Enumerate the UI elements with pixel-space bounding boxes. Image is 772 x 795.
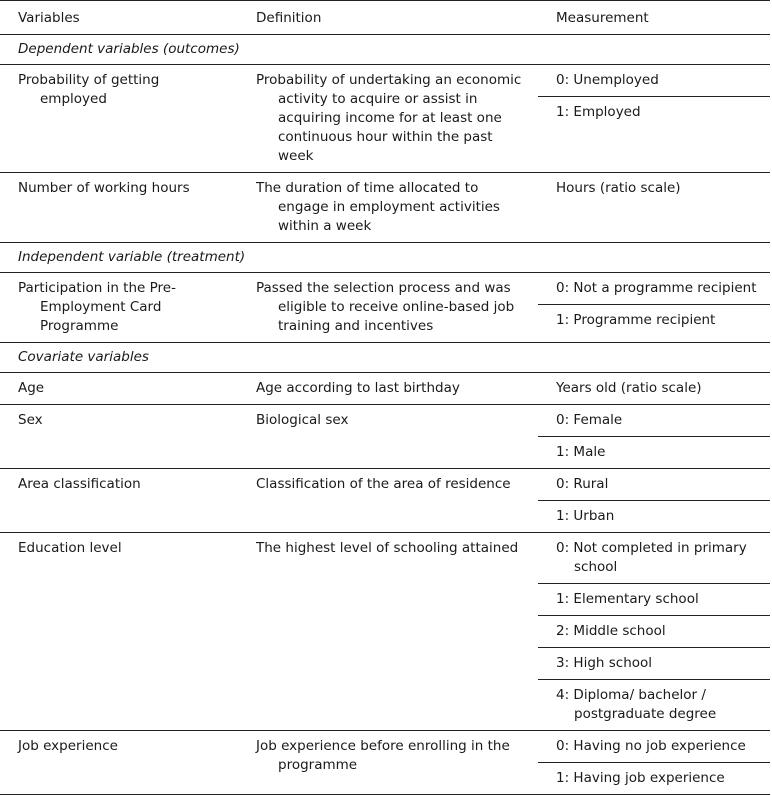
measurement-item: 3: High school [556, 655, 653, 671]
definition-text: Job experience before enrolling in the programme [256, 738, 510, 773]
header-variables: Variables [0, 1, 238, 35]
measurement-item: 1: Elementary school [556, 591, 699, 607]
section-independent [0, 243, 770, 273]
table-row [0, 65, 770, 173]
section-dependent [0, 35, 770, 65]
measurement-item: 2: Middle school [556, 623, 666, 639]
header-measurement: Measurement [538, 1, 770, 35]
definition-text: The highest level of schooling attained [256, 540, 519, 556]
measurement-item: 0: Female [556, 412, 623, 428]
variable-name: Age [18, 380, 45, 396]
definition-text: Classification of the area of residence [256, 476, 511, 492]
measurement-item: 0: Not completed in primary school [556, 540, 747, 575]
variable-name: Number of working hours [18, 180, 190, 196]
variable-name: Area classification [18, 476, 141, 492]
variable-name: Participation in the Pre-Employment Card Programme [18, 280, 176, 334]
table-row [0, 373, 770, 405]
table-row [0, 731, 770, 795]
measurement-item: 0: Not a programme recipient [556, 280, 757, 296]
definition-text: Passed the selection process and was eligible to receive online-based job training and incentives [256, 280, 515, 334]
measurement-item: 0: Unemployed [556, 72, 659, 88]
measurement-item: 4: Diploma/ bachelor / postgraduate degree [556, 687, 717, 722]
section-label: Independent variable (treatment) [0, 243, 770, 273]
section-covariate [0, 343, 770, 373]
definition-text: The duration of time allocated to engage in employment activities within a week [256, 180, 500, 234]
definition-text: Probability of undertaking an economic activity to acquire or assist in acquiring income for at least one continuous hour within the past week [256, 72, 522, 164]
table-row [0, 173, 770, 243]
measurement-item: 0: Having no job experience [556, 738, 746, 754]
section-label: Covariate variables [0, 343, 770, 373]
variable-name: Job experience [18, 738, 118, 754]
definition-text: Biological sex [256, 412, 349, 428]
table-row [0, 533, 770, 731]
measurement-item: 0: Rural [556, 476, 609, 492]
header-definition: Definition [238, 1, 538, 35]
section-label: Dependent variables (outcomes) [0, 35, 770, 65]
measurement-item: 1: Having job experience [556, 770, 725, 786]
variable-name: Probability of getting employed [18, 72, 160, 107]
table-row [0, 273, 770, 343]
variable-name: Education level [18, 540, 122, 556]
measurement-item: 1: Urban [556, 508, 615, 524]
table-row [0, 405, 770, 469]
variable-name: Sex [18, 412, 43, 428]
measurement-item: 1: Employed [556, 104, 641, 120]
table-header [0, 1, 770, 35]
definition-text: Age according to last birthday [256, 380, 460, 396]
measurement-item: 1: Male [556, 444, 606, 460]
measurement-item: 1: Programme recipient [556, 312, 716, 328]
measurement-item: Hours (ratio scale) [538, 173, 770, 243]
table-row [0, 469, 770, 533]
measurement-item: Years old (ratio scale) [538, 373, 770, 405]
